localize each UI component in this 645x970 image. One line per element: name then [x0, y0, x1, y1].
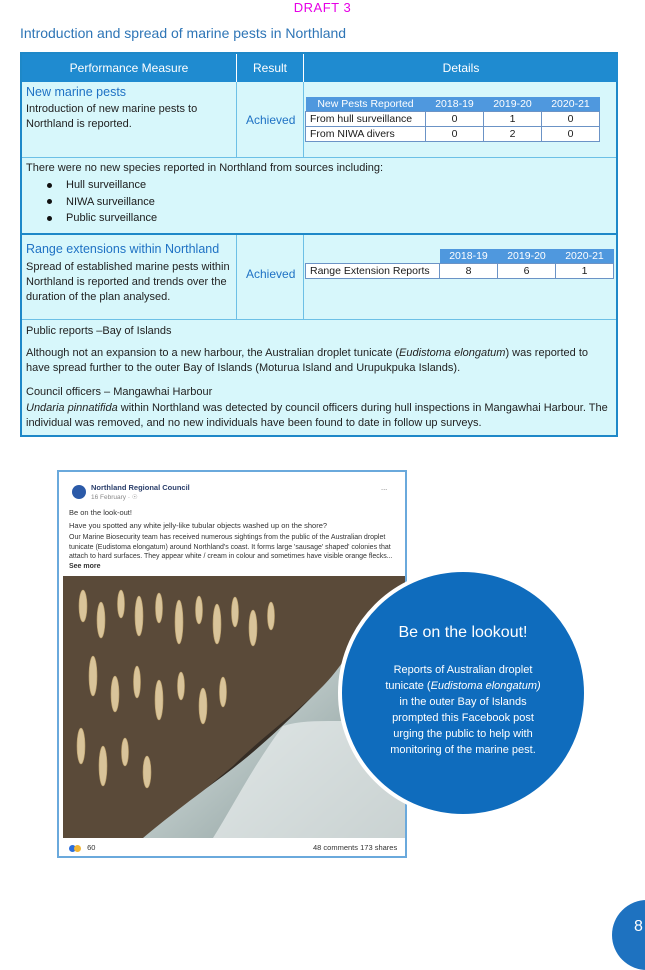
mini-header-cell: 2020-21 — [556, 249, 614, 264]
draft-label: DRAFT 3 — [293, 0, 352, 15]
table-row — [306, 264, 614, 279]
row-divider — [303, 235, 304, 319]
fb-reactions[interactable]: 60 — [69, 842, 95, 853]
row-divider — [303, 82, 304, 157]
fb-line2: Have you spotted any white jelly-like tubular objects washed up on the shore? — [69, 521, 328, 530]
fb-menu-icon[interactable]: ... — [381, 483, 388, 492]
header-details: Details — [304, 54, 618, 82]
table-cell: From hull surveillance — [306, 112, 426, 127]
list-item: Public surveillance — [47, 210, 157, 227]
table-cell: 1 — [556, 264, 614, 279]
list-item: NIWA surveillance — [47, 194, 157, 211]
mini-header-cell: 2018-19 — [426, 97, 484, 112]
list-item: Hull surveillance — [47, 177, 157, 194]
table-cell: Range Extension Reports — [306, 264, 440, 279]
bullet-list — [47, 177, 157, 227]
measure-text: Introduction of new marine pests to Northland is reported. — [26, 103, 198, 130]
fb-line1: Be on the look-out! — [69, 508, 132, 517]
note-paragraph-public: Although not an expansion to a new harbour, the Australian droplet tunicate (Eudistoma elongatum) was reported to have spread further to the outer Bay of Islands (Moturua Island and Urupukpuka Islands). — [26, 347, 588, 374]
table-cell: 0 — [542, 127, 600, 142]
page-number-badge — [612, 900, 645, 970]
header-measure: Performance Measure — [22, 54, 236, 82]
measure-text: Spread of established marine pests within Northland is reported and trends over the duration of the plan analysed. — [26, 261, 230, 303]
result-achieved: Achieved — [246, 113, 296, 127]
mini-header-cell: 2019-20 — [484, 97, 542, 112]
page-title: Introduction and spread of marine pests in Northland — [20, 25, 347, 41]
result-achieved: Achieved — [246, 267, 296, 281]
measure-title: Range extensions within Northland — [26, 242, 220, 256]
callout-text: Reports of Australian droplet tunicate (Eudistoma elongatum) in the outer Bay of Islands prompted this Facebook post urging the public to help with monitoring of the marine pest. — [385, 664, 541, 756]
note-paragraph-council: Undaria pinnatifida within Northland was detected by council officers during hull inspections in Mangawhai Harbour. The individual was removed, and no new individuals have been found to date in follow up surveys. — [26, 402, 608, 429]
fb-date: 16 February · ☉ — [91, 494, 138, 501]
measure-title: New marine pests — [26, 85, 127, 99]
header-result: Result — [237, 54, 303, 82]
row-divider — [236, 235, 237, 319]
table-cell: 8 — [440, 264, 498, 279]
row-divider — [236, 82, 237, 157]
note-heading-council: Council officers – Mangawhai Harbour — [26, 386, 213, 398]
header-divider — [236, 54, 237, 82]
performance-table — [20, 52, 618, 437]
callout-circle — [338, 568, 588, 818]
mini-header-cell: 2019-20 — [498, 249, 556, 264]
header-divider — [303, 54, 304, 82]
row-separator — [22, 157, 616, 158]
fb-line3: Our Marine Biosecurity team has received numerous sightings from the public of the Australian droplet tunicate (Eudistoma elongatum) around Northland's coast. It forms large 'sausage' shaped' colonies that attach to hard surfaces. They appear white / cream in colour and sometimes have visible orange flecks... See more — [69, 534, 393, 570]
table-cell: 2 — [484, 127, 542, 142]
new-pests-table — [305, 97, 600, 142]
table-cell: 0 — [542, 112, 600, 127]
table-cell: 6 — [498, 264, 556, 279]
section-separator — [22, 233, 616, 235]
table-row — [306, 112, 600, 127]
table-cell: 1 — [484, 112, 542, 127]
fb-page-name: Northland Regional Council — [91, 483, 190, 492]
mini-header-cell: 2020-21 — [542, 97, 600, 112]
range-extension-table — [305, 249, 614, 279]
table-row — [306, 127, 600, 142]
note-heading-public: Public reports –Bay of Islands — [26, 325, 172, 337]
table-cell: 0 — [426, 127, 484, 142]
table-cell: 0 — [426, 112, 484, 127]
council-logo — [72, 485, 86, 499]
mini-header-cell — [306, 249, 440, 264]
wow-icon — [74, 845, 81, 852]
fb-see-more[interactable]: See more — [69, 562, 101, 570]
table-cell: From NIWA divers — [306, 127, 426, 142]
row-separator — [22, 319, 616, 320]
callout-title: Be on the lookout! — [398, 624, 528, 641]
fb-stats[interactable]: 48 comments 173 shares — [313, 843, 398, 852]
page-number: 8 — [634, 918, 643, 935]
mini-header-cell: 2018-19 — [440, 249, 498, 264]
mini-header-cell: New Pests Reported — [306, 97, 426, 112]
note-intro: There were no new species reported in Northland from sources including: — [26, 162, 384, 174]
